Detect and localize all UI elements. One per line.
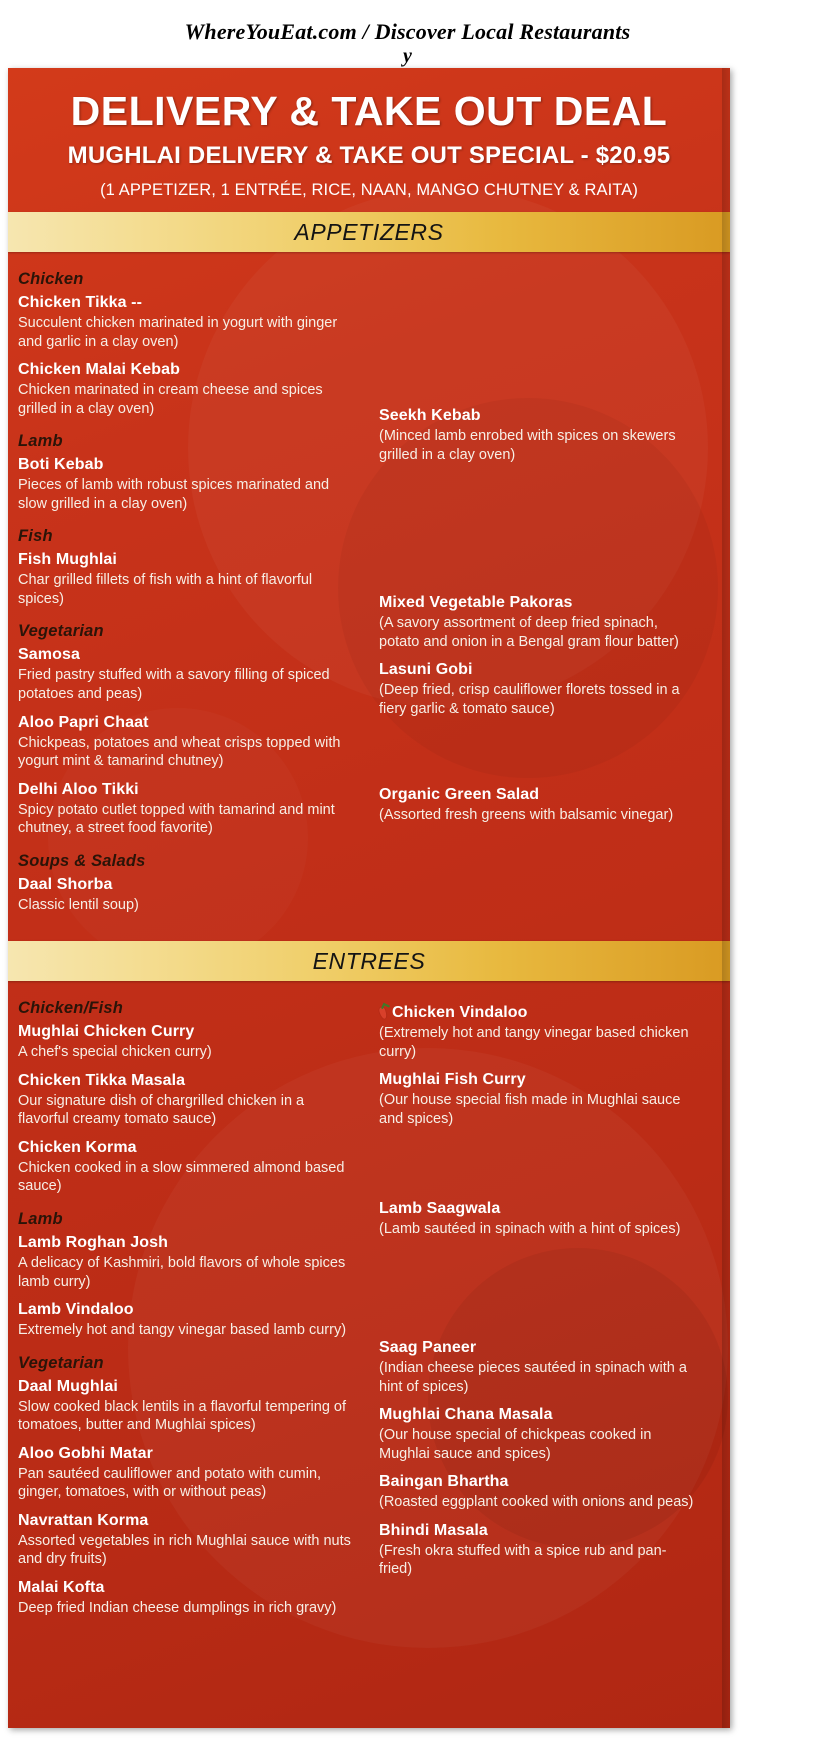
- menu-item: [18, 1377, 351, 1435]
- menu-item-description: Fried pastry stuffed with a savory filling of spiced potatoes and peas): [18, 667, 330, 702]
- menu-item-description: Assorted vegetables in rich Mughlai sauce with nuts and dry fruits): [18, 1532, 351, 1568]
- menu-item: [18, 1578, 351, 1618]
- menu-item: [379, 1338, 698, 1396]
- menu-item-name: Chicken Korma: [18, 1138, 137, 1156]
- menu-item: [379, 1003, 698, 1061]
- layout-spacer: [379, 473, 698, 593]
- menu-item-name: Lamb Roghan Josh: [18, 1233, 169, 1251]
- menu-item: [18, 875, 351, 915]
- menu-item-description: Chickpeas, potatoes and wheat crisps topped with yogurt mint & tamarind chutney): [18, 734, 341, 770]
- menu-item-description: (Lamb sautéed in spinach with a hint of spices): [379, 1221, 681, 1238]
- menu-item: [18, 455, 351, 513]
- layout-spacer: [379, 985, 698, 1003]
- menu-item-name: Organic Green Salad: [379, 786, 540, 804]
- menu-item-name: Seekh Kebab: [379, 407, 481, 425]
- menu-item-description: Spicy potato cutlet topped with tamarind and mint chutney, a street food favorite): [18, 801, 335, 837]
- site-brand: WhereYouEat.com / Discover Local Restaurants: [184, 19, 631, 44]
- menu-column-left: [18, 256, 365, 923]
- menu-item-name: Baingan Bhartha: [379, 1473, 509, 1491]
- section-body: [8, 981, 730, 1648]
- layout-spacer: [379, 1137, 698, 1199]
- site-brand-sub: y: [403, 44, 412, 67]
- layout-spacer: [379, 256, 698, 406]
- menu-item-name: Malai Kofta: [18, 1578, 105, 1596]
- layout-spacer: [379, 727, 698, 785]
- chili-pepper-icon: [379, 1004, 388, 1020]
- layout-spacer: [379, 1248, 698, 1338]
- menu-item: [18, 1300, 351, 1340]
- menu-item-description: Chicken cooked in a slow simmered almond based sauce): [18, 1159, 345, 1195]
- menu-item-name: Aloo Gobhi Matar: [18, 1444, 153, 1462]
- menu-item-description: (Our house special of chickpeas cooked in Mughlai sauce and spices): [379, 1427, 652, 1462]
- menu-item: [18, 1138, 351, 1196]
- menu-item-name: Lamb Saagwala: [379, 1200, 501, 1218]
- menu-item-name: Daal Mughlai: [18, 1377, 118, 1395]
- menu-item-name: Daal Shorba: [18, 875, 113, 893]
- menu-item-description: Pieces of lamb with robust spices marinated and slow grilled in a clay oven): [18, 477, 330, 512]
- menu-sections: [8, 212, 730, 1648]
- menu-column-right: [365, 256, 712, 923]
- menu-item: [379, 1472, 698, 1512]
- menu-item-name: Chicken Tikka --: [18, 294, 143, 312]
- section-band-label: ENTREES: [312, 947, 426, 974]
- menu-category-heading: Soups & Salads: [18, 851, 146, 870]
- menu-category-heading: Lamb: [18, 432, 63, 451]
- page-edge-shadow: [722, 68, 730, 1728]
- menu-item-description: Chicken marinated in cream cheese and spices grilled in a clay oven): [18, 382, 323, 417]
- menu-item: [18, 713, 351, 771]
- section-band-label: APPETIZERS: [294, 218, 444, 245]
- menu-item-name: Saag Paneer: [379, 1338, 477, 1356]
- menu-item-name: Bhindi Masala: [379, 1521, 488, 1539]
- section-band-entrees: [8, 941, 730, 981]
- menu-item-name: Lasuni Gobi: [379, 661, 473, 679]
- menu-item-description: (Assorted fresh greens with balsamic vinegar): [379, 807, 674, 824]
- menu-item-name: Mughlai Fish Curry: [379, 1071, 526, 1089]
- menu-item-description: (A savory assortment of deep fried spinach, potato and onion in a Bengal gram flour batter): [379, 615, 679, 650]
- menu-item-description: A delicacy of Kashmiri, bold flavors of whole spices lamb curry): [18, 1254, 346, 1290]
- menu-item: [18, 1511, 351, 1569]
- menu-item-name: Lamb Vindaloo: [18, 1301, 134, 1319]
- menu-item: [379, 1405, 698, 1463]
- menu-item: [18, 1233, 351, 1291]
- menu-item: [379, 406, 698, 464]
- menu-item: [18, 293, 351, 351]
- menu-item-name: [379, 1003, 698, 1023]
- menu-item-name-text: Chicken Vindaloo: [392, 1004, 528, 1022]
- menu-item: [379, 785, 698, 825]
- menu-item-description: Extremely hot and tangy vinegar based lamb curry): [18, 1322, 347, 1339]
- menu-category-heading: Lamb: [18, 1209, 63, 1228]
- menu-item: [379, 1521, 698, 1579]
- menu-item: [379, 1070, 698, 1128]
- menu-item: [379, 1199, 698, 1239]
- menu-item-description: (Our house special fish made in Mughlai sauce and spices): [379, 1092, 681, 1127]
- menu-item-description: (Indian cheese pieces sautéed in spinach with a hint of spices): [379, 1359, 687, 1395]
- menu-item-name: Boti Kebab: [18, 456, 104, 474]
- menu-item-description: Classic lentil soup): [18, 896, 139, 913]
- menu-item: [18, 1444, 351, 1502]
- menu-item-description: Char grilled fillets of fish with a hint of flavorful spices): [18, 572, 313, 607]
- menu-item-description: (Roasted eggplant cooked with onions and peas): [379, 1494, 694, 1511]
- header-note: (1 APPETIZER, 1 ENTRÉE, RICE, NAAN, MANGO CHUTNEY & RAITA): [100, 181, 638, 200]
- menu-item-description: Slow cooked black lentils in a flavorful tempering of tomatoes, butter and Mughlai spices): [18, 1398, 347, 1434]
- menu-item-name: Chicken Malai Kebab: [18, 361, 180, 379]
- menu-item: [379, 660, 698, 718]
- menu-category-heading: Vegetarian: [18, 1353, 104, 1372]
- menu-item-description: A chef's special chicken curry): [18, 1044, 212, 1061]
- menu-item-description: (Deep fried, crisp cauliflower florets tossed in a fiery garlic & tomato sauce): [379, 682, 680, 717]
- section-body: [8, 252, 730, 941]
- menu-category-heading: Fish: [18, 527, 53, 546]
- menu-item-name: Samosa: [18, 646, 80, 664]
- menu-category-heading: Chicken: [18, 270, 84, 289]
- menu-item-name: Aloo Papri Chaat: [18, 713, 149, 731]
- menu-column-right: [365, 985, 712, 1626]
- menu-item-description: Pan sautéed cauliflower and potato with cumin, ginger, tomatoes, with or without peas): [18, 1465, 322, 1501]
- menu-item-name: Mughlai Chicken Curry: [18, 1023, 195, 1041]
- menu-item-description: (Minced lamb enrobed with spices on skewers grilled in a clay oven): [379, 428, 676, 463]
- menu-item-description: Succulent chicken marinated in yogurt with ginger and garlic in a clay oven): [18, 315, 338, 350]
- menu-item: [18, 550, 351, 608]
- menu-item-description: Our signature dish of chargrilled chicken in a flavorful creamy tomato sauce): [18, 1092, 305, 1128]
- menu-item-name: Delhi Aloo Tikki: [18, 780, 139, 798]
- page-title: DELIVERY & TAKE OUT DEAL: [70, 88, 668, 134]
- menu-item-name: Mixed Vegetable Pakoras: [379, 594, 573, 612]
- menu-item-name: Fish Mughlai: [18, 551, 117, 569]
- menu-item-description: (Fresh okra stuffed with a spice rub and pan-fried): [379, 1542, 667, 1578]
- menu-item: [18, 780, 351, 838]
- menu-item-name: Chicken Tikka Masala: [18, 1071, 186, 1089]
- menu-item: [18, 645, 351, 703]
- menu-item-description: (Extremely hot and tangy vinegar based chicken curry): [379, 1025, 689, 1060]
- menu-item: [18, 1071, 351, 1129]
- menu-header: [8, 68, 730, 212]
- menu-sheet: [8, 68, 730, 1728]
- menu-category-heading: Vegetarian: [18, 622, 104, 641]
- menu-item: [18, 360, 351, 418]
- menu-item-name: Mughlai Chana Masala: [379, 1406, 553, 1424]
- menu-category-heading: Chicken/Fish: [18, 999, 124, 1018]
- section-band-appetizers: [8, 212, 730, 252]
- menu-item: [18, 1022, 351, 1062]
- site-banner: [0, 0, 815, 70]
- header-subtitle: MUGHLAI DELIVERY & TAKE OUT SPECIAL - $20.95: [67, 142, 671, 170]
- menu-item-name: Navrattan Korma: [18, 1511, 149, 1529]
- menu-item: [379, 593, 698, 651]
- menu-column-left: [18, 985, 365, 1626]
- menu-item-description: Deep fried Indian cheese dumplings in rich gravy): [18, 1599, 337, 1616]
